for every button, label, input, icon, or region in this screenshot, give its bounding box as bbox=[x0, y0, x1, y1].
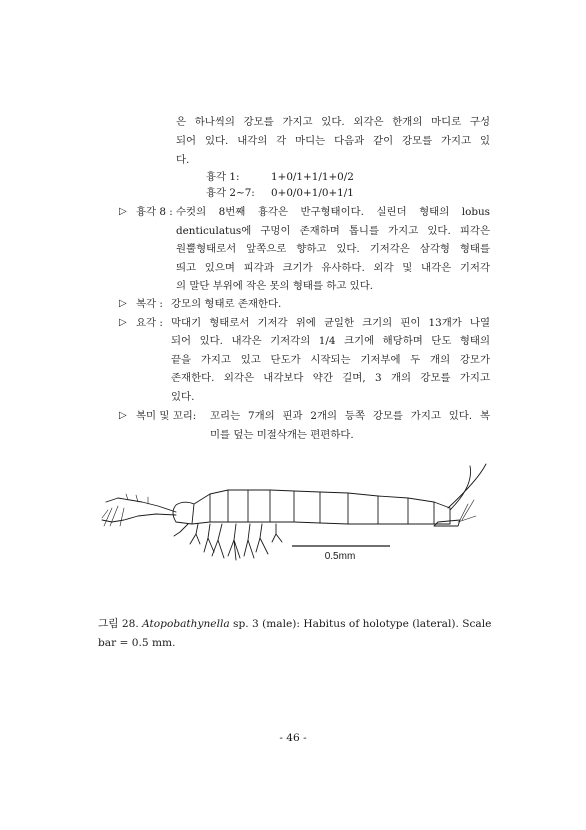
leg bbox=[244, 524, 254, 558]
body-segment bbox=[320, 492, 348, 524]
body-text-line: 되어 있다. 내각의 각 마디는 다음과 같이 강모를 가지고 있 bbox=[176, 135, 490, 147]
head bbox=[173, 502, 194, 524]
body-text-line: 은 하나씩의 강모를 가지고 있다. 외각은 한개의 마디로 구성 bbox=[176, 116, 490, 128]
leg bbox=[204, 524, 214, 552]
section-heading: 요각 : bbox=[136, 317, 163, 329]
leg bbox=[212, 524, 224, 558]
body-text-line: 다. bbox=[176, 154, 190, 166]
body-segment bbox=[210, 490, 228, 522]
leg bbox=[190, 524, 200, 544]
body-segment bbox=[192, 494, 210, 524]
leg bbox=[228, 524, 240, 560]
specimen-habitus-figure bbox=[98, 460, 498, 570]
triangle-bullet-icon: ▷ bbox=[119, 206, 127, 217]
body-segment bbox=[228, 490, 248, 522]
formula-value: 1+0/1+1/1+0/2 bbox=[271, 171, 354, 183]
formula-label: 흉각 1: bbox=[206, 171, 240, 183]
body-segment bbox=[378, 496, 408, 524]
body-text-line: 존재한다. 외각은 내각보다 약간 길며, 3 개의 강모를 가지고 bbox=[171, 372, 490, 384]
leg bbox=[256, 524, 268, 554]
body-segment bbox=[248, 490, 270, 522]
body-text-line: 띄고 있으며 피각과 크기가 유사하다. 외각 및 내각은 기저각 bbox=[176, 262, 490, 274]
body-segment bbox=[270, 490, 294, 522]
page-number: - 46 - bbox=[279, 732, 307, 744]
figure-caption bbox=[98, 615, 491, 633]
section-heading: 복미 및 꼬리: bbox=[136, 410, 197, 422]
body-text-line: 꼬리는 7개의 핀과 2개의 등쪽 강모를 가지고 있다. 복 bbox=[210, 410, 490, 422]
body-segment bbox=[408, 498, 434, 524]
body-text-line: 의 말단 부위에 작은 못의 형태를 하고 있다. bbox=[176, 280, 374, 292]
body-text-line: denticulatus에 구멍이 존재하며 톱니를 가지고 있다. 피각은 bbox=[176, 225, 490, 237]
body-segment bbox=[294, 491, 320, 523]
body-text-line: 끝을 가지고 있고 단도가 시작되는 기저부에 두 개의 강모가 bbox=[171, 354, 490, 366]
leg bbox=[272, 524, 282, 542]
formula-label: 흉각 2∼7: bbox=[206, 187, 255, 199]
triangle-bullet-icon: ▷ bbox=[119, 410, 127, 421]
body-text-line: 막대기 형태로서 기저각 위에 균일한 크기의 핀이 13개가 나열 bbox=[171, 317, 490, 329]
body-text-line: 미를 덮는 미절삭개는 편편하다. bbox=[210, 429, 354, 441]
leg bbox=[174, 524, 188, 536]
body-text-line: 원뿔형태로서 앞쪽으로 향하고 있다. 기저각은 삼각형 형태를 bbox=[176, 243, 490, 255]
body-segment bbox=[348, 493, 378, 524]
body-text-line: 수컷의 8번째 흉각은 반구형태이다. 실린더 형태의 lobus bbox=[176, 206, 490, 218]
section-heading: 흉각 8 : bbox=[136, 206, 173, 218]
body-text-line: 강모의 형태로 존재한다. bbox=[171, 298, 282, 310]
body-text-line: 있다. bbox=[171, 391, 195, 403]
formula-value: 0+0/0+1/0+1/1 bbox=[271, 187, 354, 199]
figure-caption-line2: bar = 0.5 mm. bbox=[98, 637, 176, 649]
caption-prefix: 그림 28. bbox=[98, 618, 139, 630]
section-heading: 복각 : bbox=[136, 298, 163, 310]
scale-bar-label: 0.5mm bbox=[324, 551, 356, 562]
body-text-line: 되어 있다. 내각은 기저각의 1/4 크기에 해당하며 단도 형태의 bbox=[171, 335, 490, 347]
triangle-bullet-icon: ▷ bbox=[119, 317, 127, 328]
caption-genus: Atopobathynella bbox=[142, 618, 230, 630]
caption-text: sp. 3 (male): Habitus of holotype (lateral). Scale bbox=[233, 618, 492, 630]
triangle-bullet-icon: ▷ bbox=[119, 298, 127, 309]
furca bbox=[434, 520, 460, 526]
